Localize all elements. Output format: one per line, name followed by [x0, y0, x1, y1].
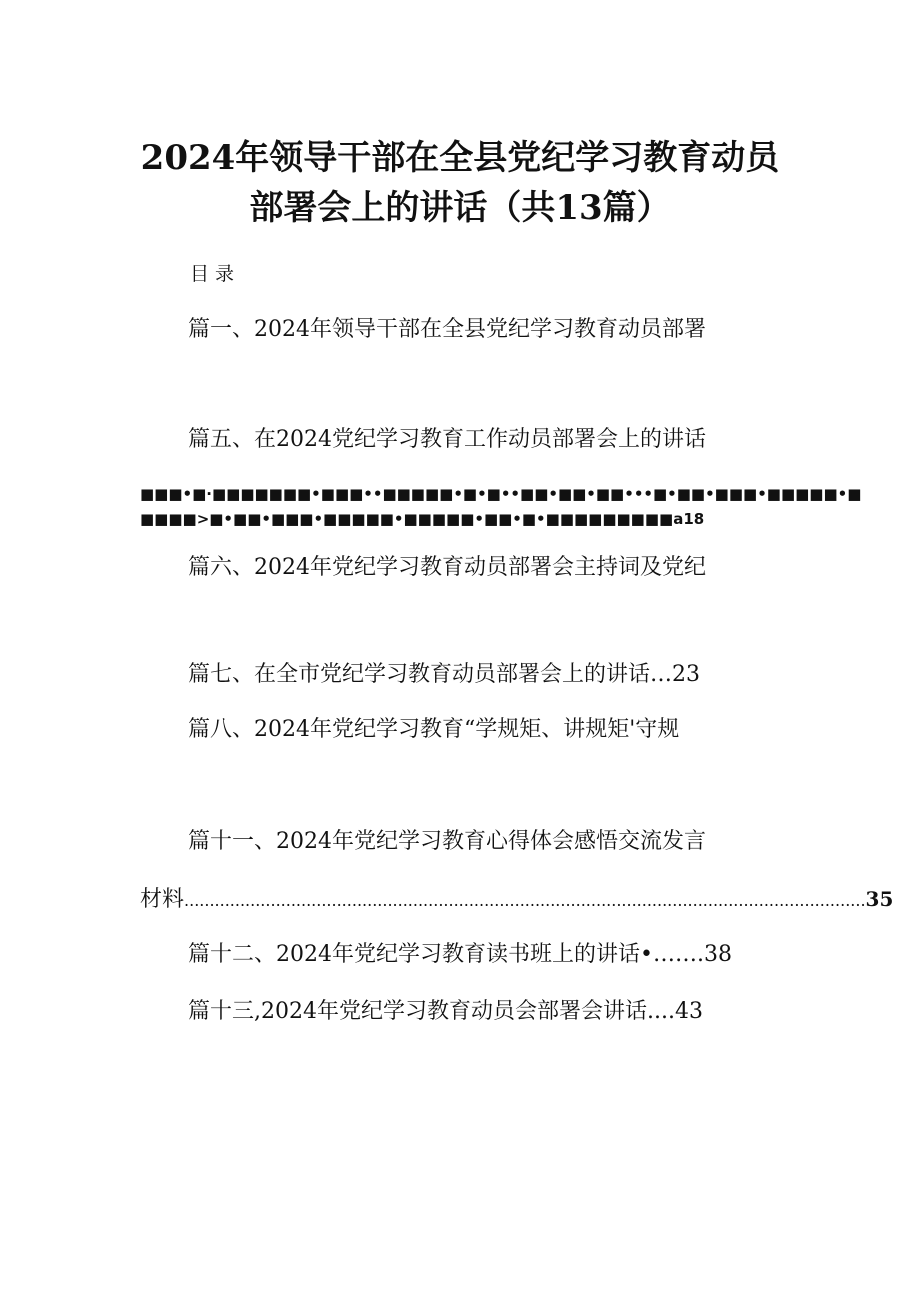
toc-entry-12: 篇十二、2024年党纪学习教育读书班上的讲话•…….38 [188, 942, 732, 967]
document-title-line-2: 部署会上的讲话（共13篇） [249, 188, 671, 228]
leader-dots: ...................................................................................................................................... [184, 891, 866, 910]
toc-entry-5: 篇五、在2024党纪学习教育工作动员部署会上的讲话 [188, 427, 706, 452]
garbled-line-2: ■■■■>■•■■•■■■•■■■■■•■■■■■•■■•■•■■■■■■■■■a18 [140, 510, 705, 528]
garbled-line-1: ■■■•■·■■■■■■■•■■■••■■■■■•■•■••■■•■■•■■•••■•■■•■■■•■■■■■•■ [140, 485, 862, 503]
toc-entry-6: 篇六、2024年党纪学习教育动员部署会主持词及党纪 [188, 555, 706, 580]
toc-entry-7: 篇七、在全市党纪学习教育动员部署会上的讲话…23 [188, 662, 700, 687]
continuation-text: 材料 [140, 887, 185, 912]
toc-entry-11: 篇十一、2024年党纪学习教育心得体会感悟交流发言 [188, 829, 706, 854]
toc-entry-11-continuation [140, 884, 894, 916]
toc-label: 目录 [190, 263, 241, 285]
toc-entry-1: 篇一、2024年领导干部在全县党纪学习教育动员部署 [188, 317, 706, 342]
page-number: 35 [865, 887, 894, 911]
toc-entry-8: 篇八、2024年党纪学习教育“学规矩、讲规矩'守规 [188, 717, 680, 742]
toc-entry-13: 篇十三,2024年党纪学习教育动员会部署会讲话....43 [188, 999, 703, 1024]
document-title-line-1: 2024年领导干部在全县党纪学习教育动员 [140, 138, 780, 178]
